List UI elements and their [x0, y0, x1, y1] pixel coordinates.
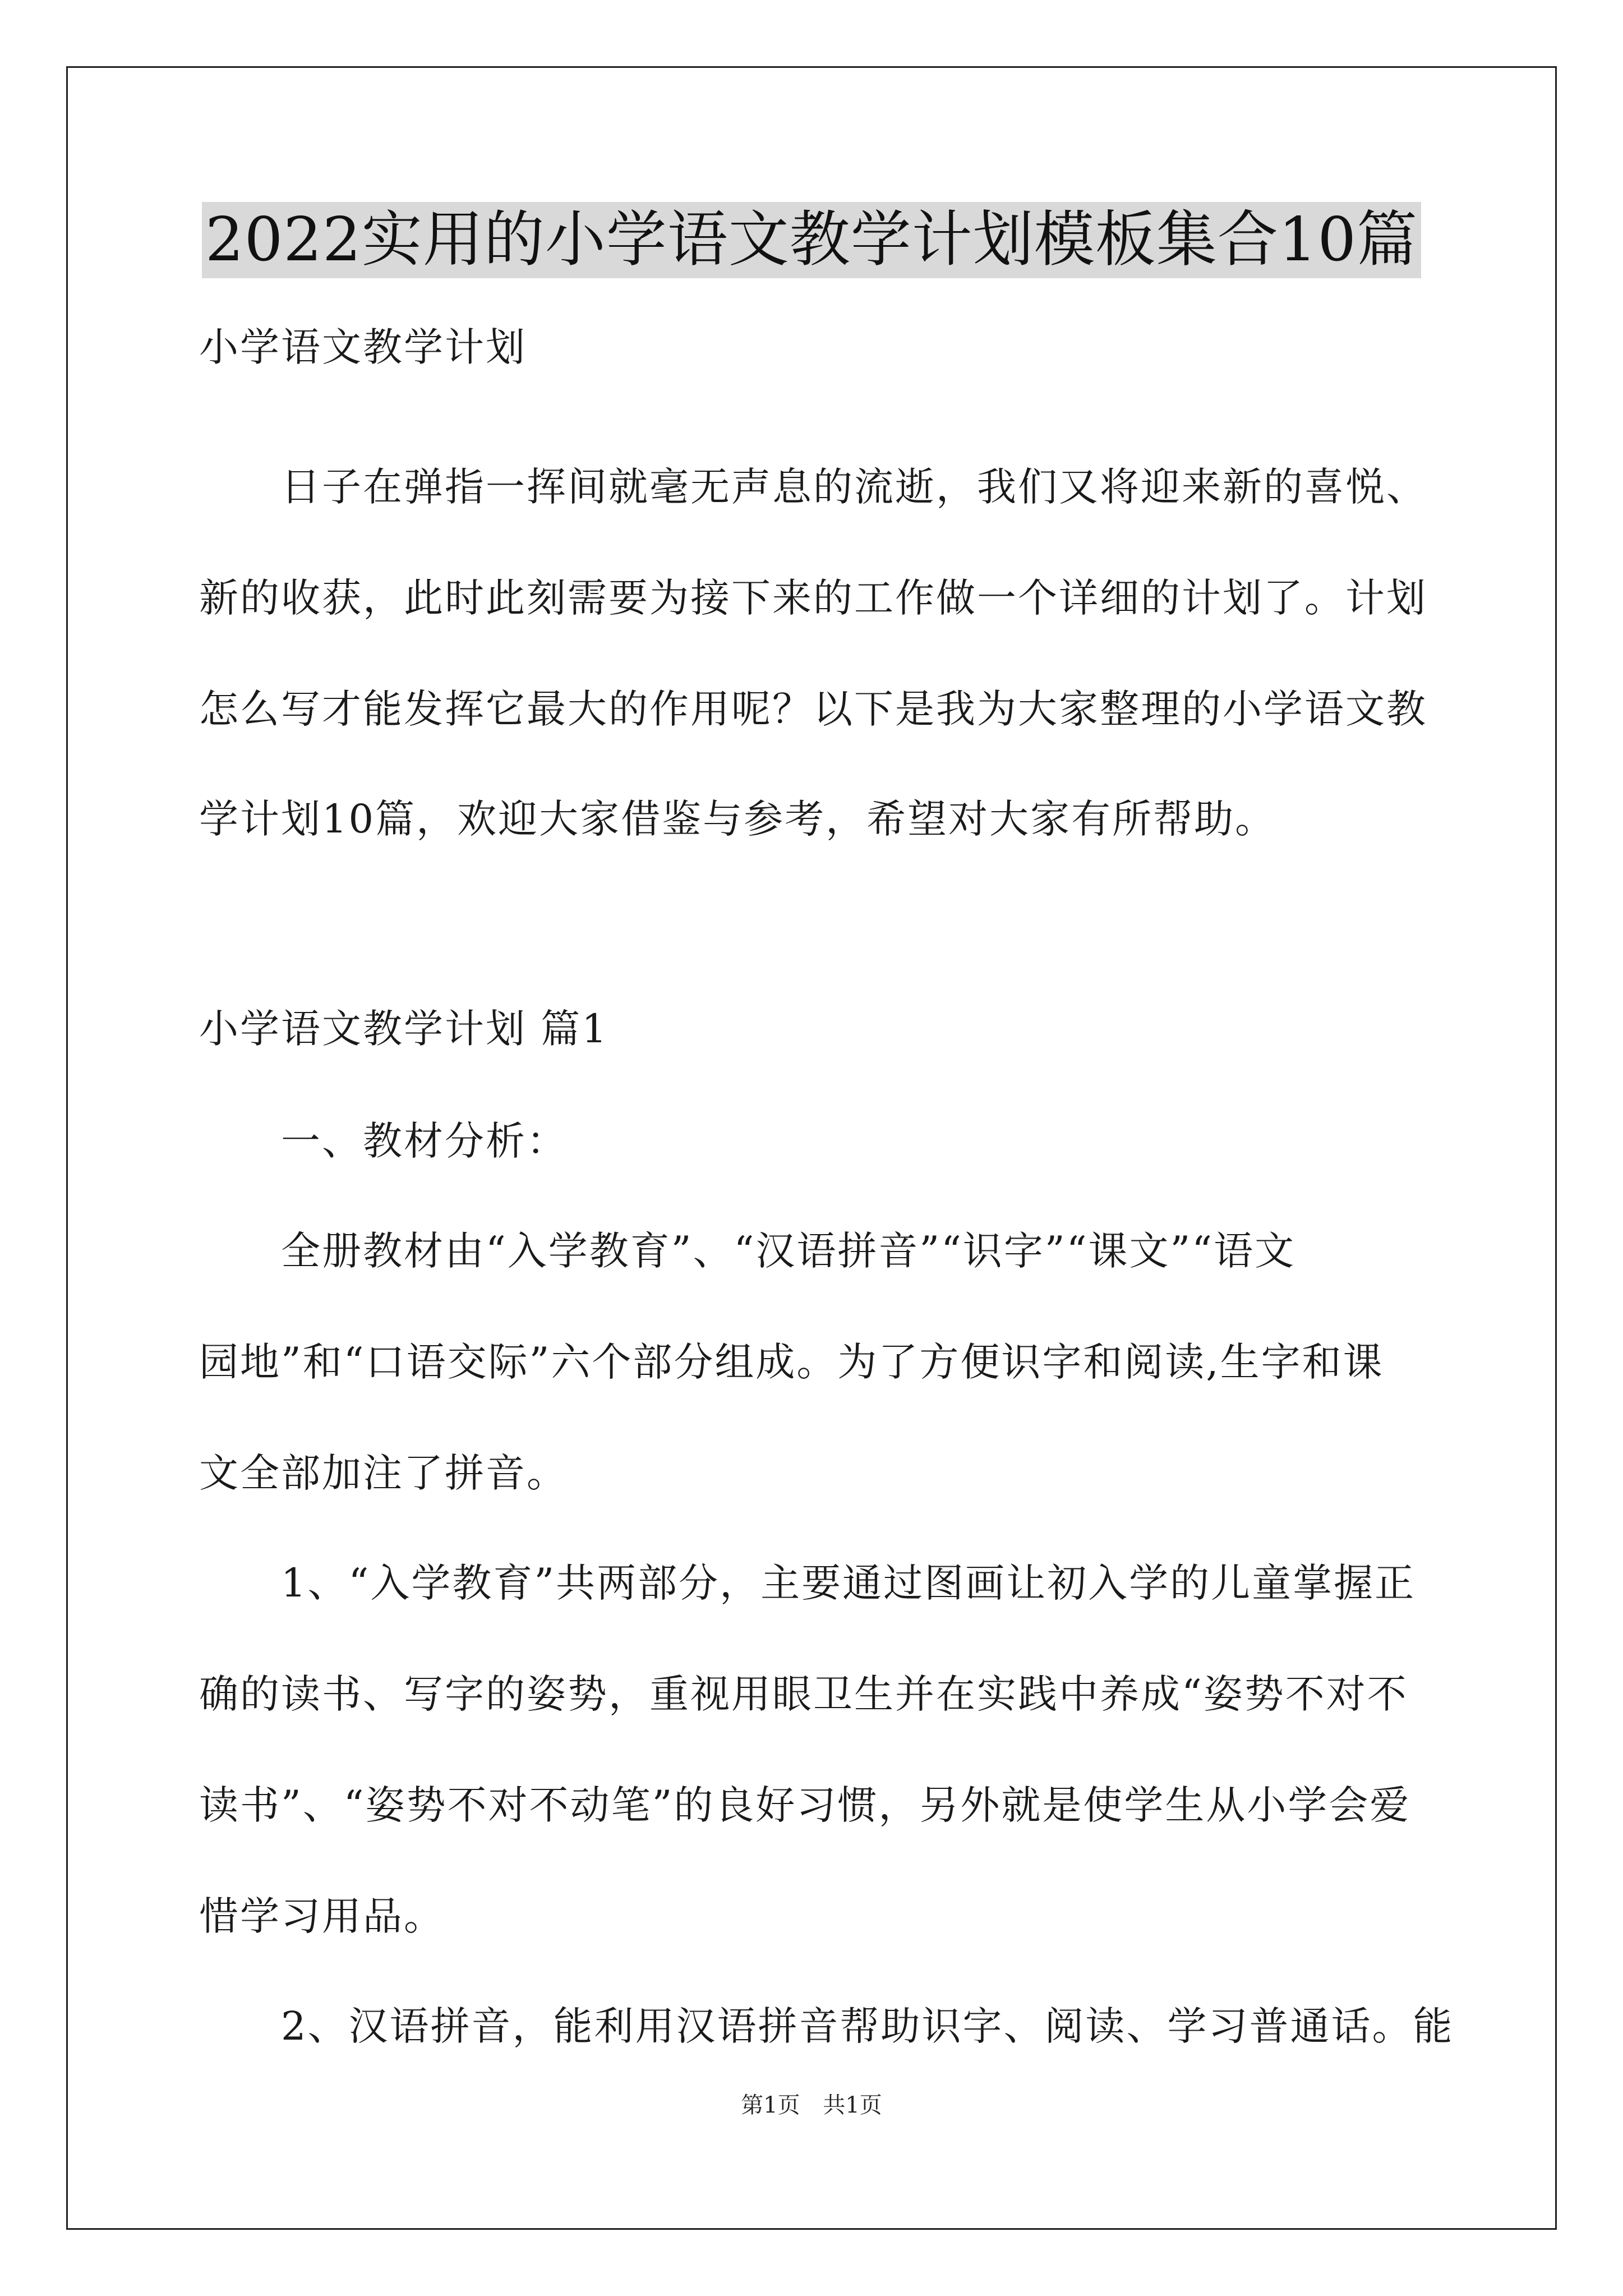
paragraph-line: 确的读书、写字的姿势，重视用眼卫生并在实践中养成“姿势不对不 — [199, 1671, 1408, 1717]
paragraph-line: 读书”、“姿势不对不动笔”的良好习惯，另外就是使学生从小学会爱 — [199, 1782, 1411, 1828]
paragraph-line: 1、“入学教育”共两部分，主要通过图画让初入学的儿童掌握正 — [199, 1560, 1416, 1606]
paragraph-line: 惜学习用品。 — [199, 1893, 445, 1939]
paragraph-line: 学计划10篇，欢迎大家借鉴与参考，希望对大家有所帮助。 — [199, 796, 1276, 842]
paragraph-line: 一、教材分析： — [199, 1118, 568, 1164]
paragraph-line: 日子在弹指一挥间就毫无声息的流逝，我们又将迎来新的喜悦、 — [199, 464, 1427, 510]
page-number: 第1页 — [741, 2092, 800, 2118]
paragraph-line: 2、汉语拼音，能利用汉语拼音帮助识字、阅读、学习普通话。能 — [199, 2003, 1454, 2049]
paragraph-line: 怎么写才能发挥它最大的作用呢？以下是我为大家整理的小学语文教 — [199, 686, 1427, 732]
paragraph-line: 全册教材由“入学教育”、“汉语拼音”“识字”“课文”“语文 — [199, 1228, 1296, 1274]
page-footer — [0, 2091, 1623, 2119]
paragraph-line: 园地”和“口语交际”六个部分组成。为了方便识字和阅读,生字和课 — [199, 1339, 1384, 1385]
paragraph-line: 新的收获，此时此刻需要为接下来的工作做一个详细的计划了。计划 — [199, 575, 1427, 621]
page-total: 共1页 — [823, 2092, 882, 2118]
title-container — [0, 202, 1623, 278]
section-heading: 小学语文教学计划 篇1 — [199, 1006, 608, 1052]
paragraph-line: 文全部加注了拼音。 — [199, 1450, 568, 1496]
document-title: 2022实用的小学语文教学计划模板集合10篇 — [202, 202, 1421, 278]
section-heading: 小学语文教学计划 — [199, 324, 527, 370]
